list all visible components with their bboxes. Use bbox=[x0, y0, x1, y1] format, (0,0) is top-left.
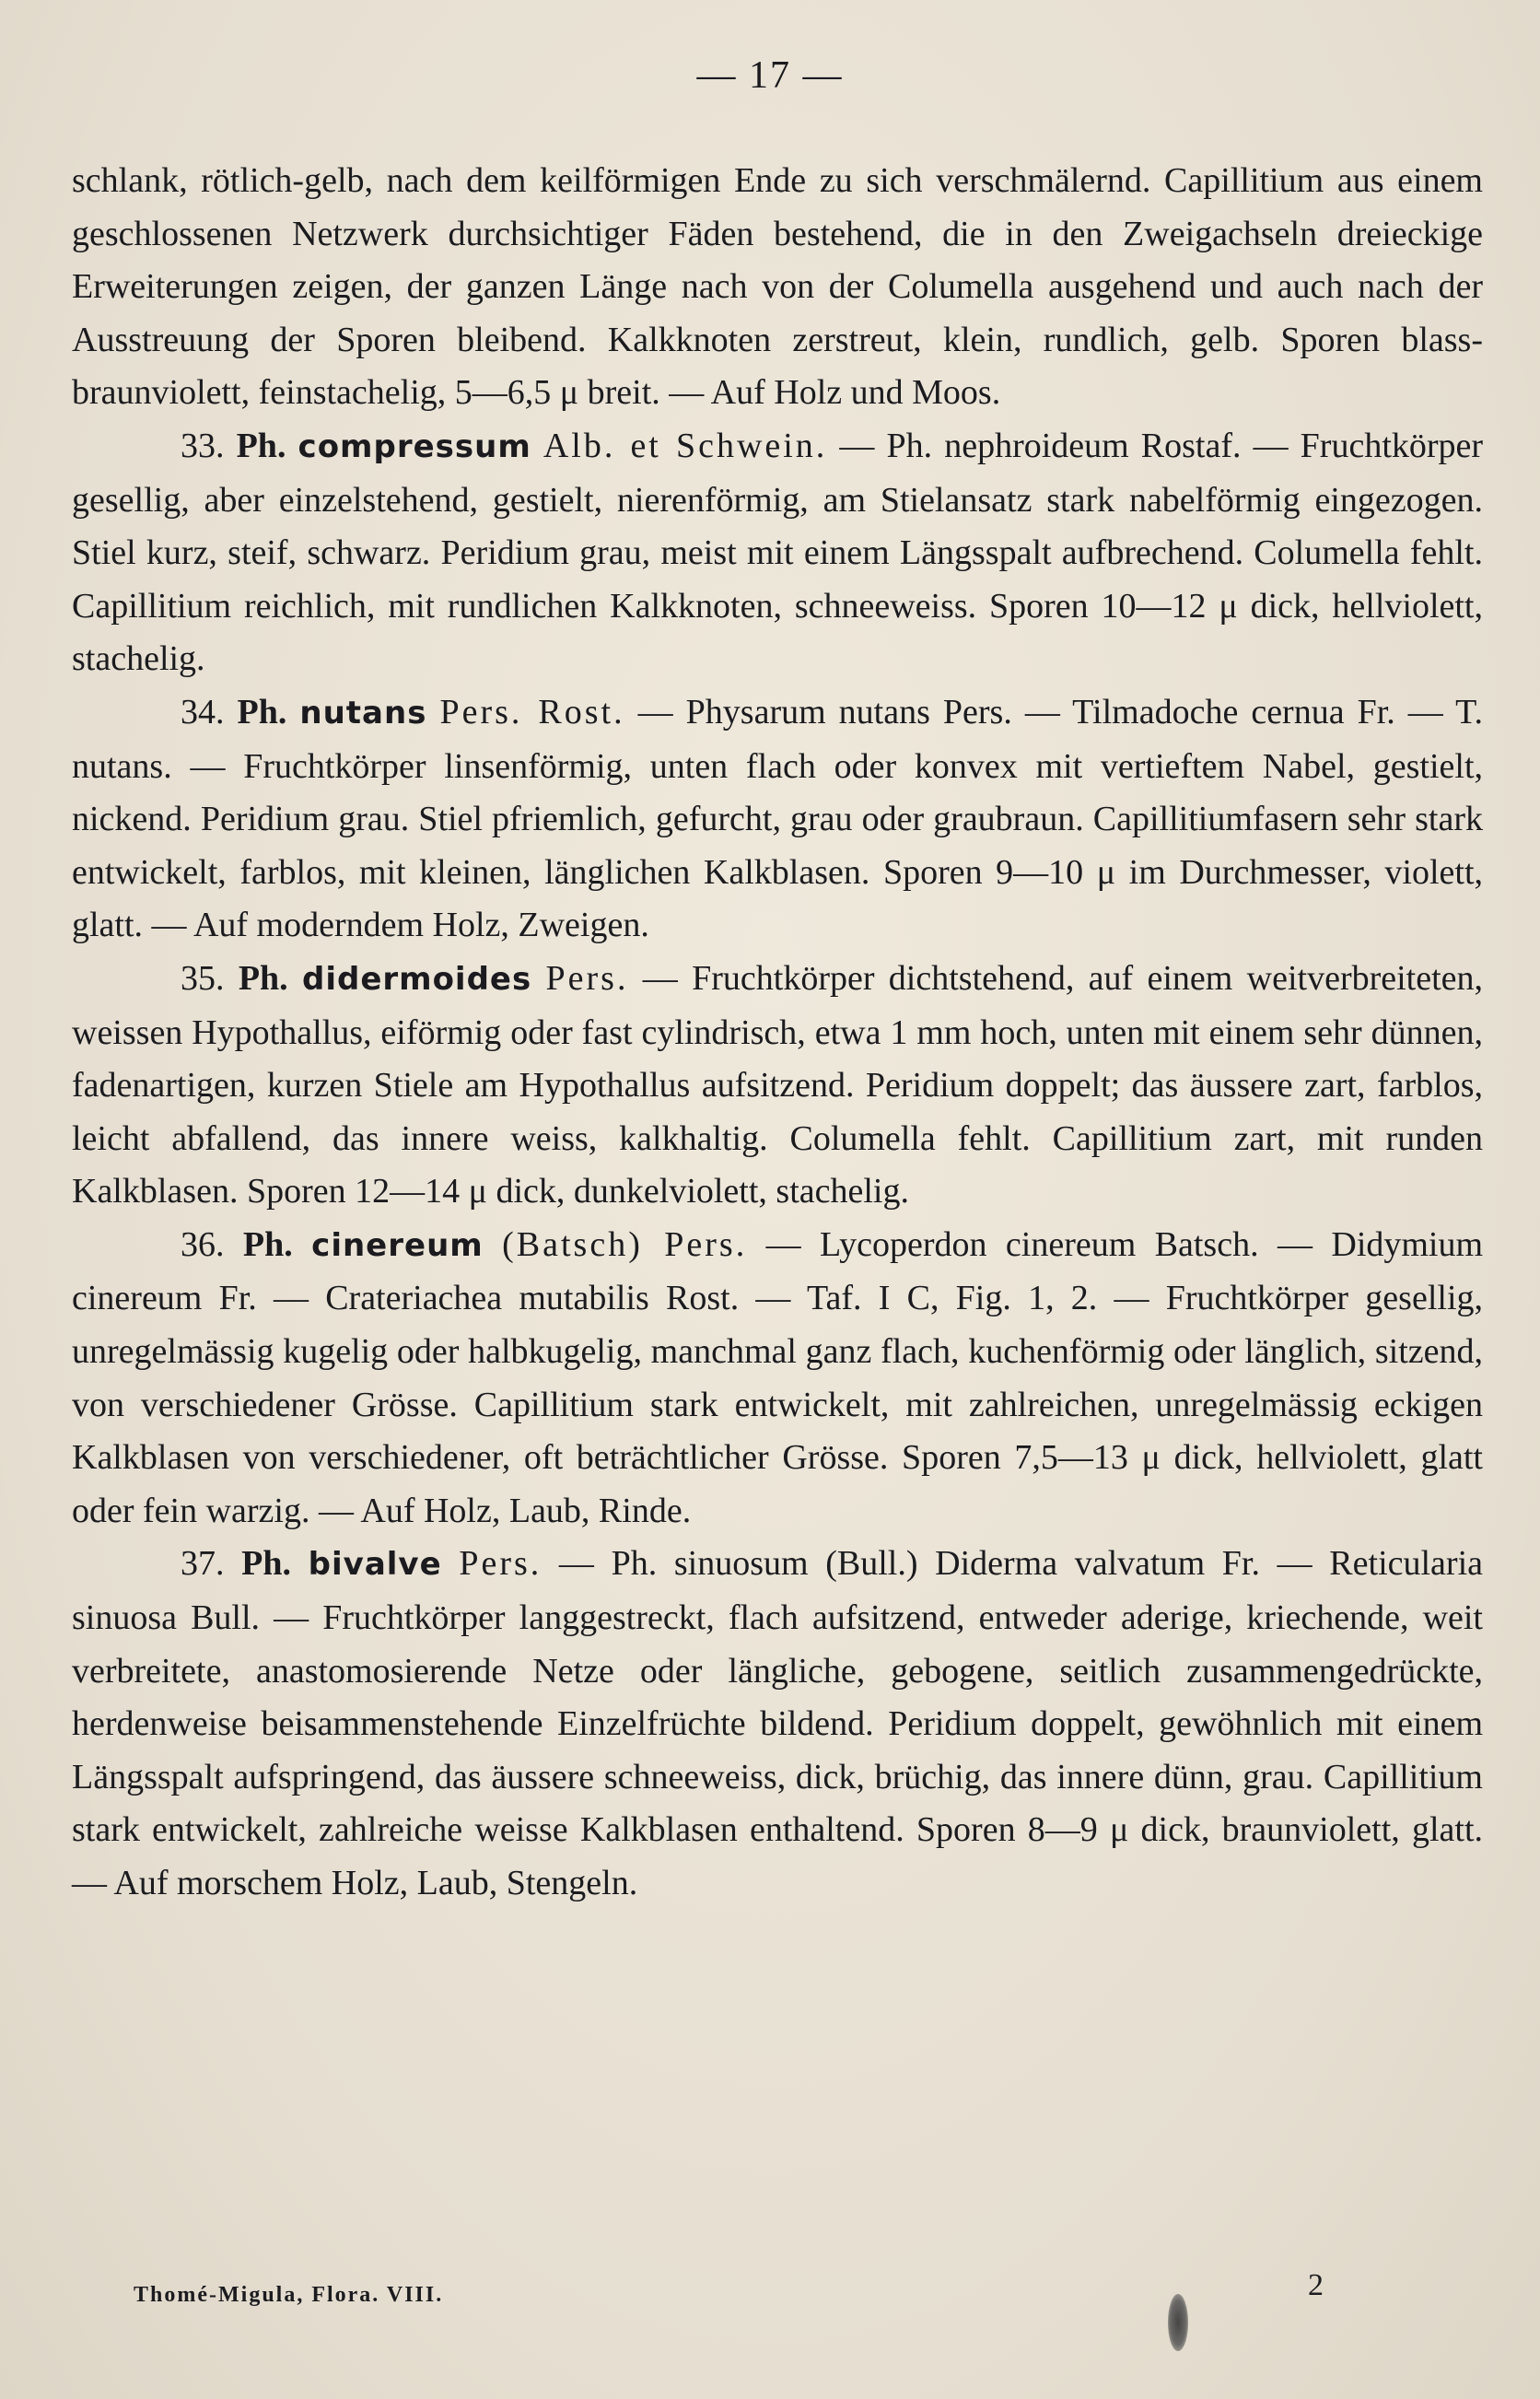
entry-species: didermoides bbox=[301, 960, 532, 998]
entry-37 bbox=[72, 1538, 1483, 1910]
entry-author: (Batsch) Pers. bbox=[502, 1224, 748, 1264]
entry-author: Alb. et Schwein. bbox=[542, 426, 828, 465]
entry-author: Pers. bbox=[545, 958, 629, 998]
entry-number: 37. bbox=[181, 1544, 225, 1584]
entry-text: — Ph. sinuosum (Bull.) Diderma valvatum Fr. — Reticularia sinuosa Bull. — Fruchtkörper langgestreckt, flach aufsitzend, entweder aderige, kriechende, weit verbreitete, anastomosierende Netze oder längliche, gebogene, seitlich zusammengedrückte, herdenweise beisammenstehende Einzelfrüchte bildend. Peridium doppelt, gewöhnlich mit einem Längsspalt aufspringend, das äussere schneeweiss, dick, brüchig, das innere dünn, grau. Capillitium stark entwickelt, zahlreiche weisse Kalkblasen enthaltend. Sporen 8—9 μ dick, braunviolett, glatt. — Auf morschem Holz, Laub, Stengeln. bbox=[72, 1544, 1483, 1902]
entry-34 bbox=[72, 686, 1483, 953]
entry-number: 35. bbox=[181, 958, 225, 998]
paragraph-continuation bbox=[72, 155, 1483, 420]
entry-text: — Ph. nephroideum Rostaf. — Fruchtkörper gesellig, aber einzelstehend, gestielt, nierenförmig, am Stielansatz stark nabelförmig eingezogen. Stiel kurz, steif, schwarz. Peridium grau, meist mit einem Längsspalt aufbrechend. Columella fehlt. Capillitium reichlich, mit rundlichen Kalkknoten, schneeweiss. Sporen 10—12 μ dick, hellviolett, stachelig. bbox=[72, 426, 1484, 679]
page-number: — 17 — bbox=[696, 54, 844, 97]
entry-species: cinereum bbox=[311, 1226, 484, 1264]
entry-text: — Fruchtkörper dichtstehend, auf einem weitverbreiteten, weissen Hypothallus, eiförmig oder fast cylindrisch, etwa 1 mm hoch, unten mit einem sehr dünnen, fadenartigen, kurzen Stiele am Hypothallus aufsitzend. Peridium doppelt; das äussere zart, farblos, leicht abfallend, das innere weiss, kalkhaltig. Columella fehlt. Capillitium zart, mit runden Kalkblasen. Sporen 12—14 μ dick, dunkelviolett, stachelig. bbox=[72, 958, 1484, 1211]
entry-text: — Lycoperdon cinereum Batsch. — Didymium cinereum Fr. — Crateriachea mutabilis Rost. — Taf. I C, Fig. 1, 2. — Fruchtkörper gesellig, unregelmässig kugelig oder halbkugelig, manchmal ganz flach, kuchenförmig oder länglich, sitzend, von verschiedener Grösse. Capillitium stark entwickelt, mit zahlreichen, unregelmässig eckigen Kalkblasen von verschiedener, oft beträchtlicher Grösse. Sporen 7,5—13 μ dick, hellviolett, glatt oder fein warzig. — Auf Holz, Laub, Rinde. bbox=[72, 1224, 1484, 1530]
entry-number: 33. bbox=[181, 426, 225, 465]
entry-genus: Ph. bbox=[237, 692, 287, 731]
entry-genus: Ph. bbox=[242, 1224, 293, 1264]
entry-species: nutans bbox=[299, 694, 427, 731]
body-text bbox=[72, 155, 1483, 1911]
entry-genus: Ph. bbox=[236, 426, 286, 465]
footer-signature-mark: 2 bbox=[1308, 2268, 1324, 2302]
entry-35 bbox=[72, 953, 1483, 1219]
entry-author: Pers. Rost. bbox=[439, 692, 625, 731]
entry-33 bbox=[72, 420, 1483, 686]
ink-smudge bbox=[1168, 2294, 1188, 2351]
entry-genus: Ph. bbox=[238, 958, 288, 998]
paragraph-text: schlank, rötlich-gelb, nach dem keilförmigen Ende zu sich verschmälernd. Capillitium aus einem geschlossenen Netzwerk durchsichtiger Fäden bestehend, die in den Zweigachseln dreieckige Erweiterungen zeigen, der ganzen Länge nach von der Columella ausgehend und auch nach der Ausstreuung der Sporen bleibend. Kalkknoten zerstreut, klein, rundlich, gelb. Sporen blass-braunviolett, feinstachelig, 5—6,5 μ breit. — Auf Holz und Moos. bbox=[72, 161, 1483, 413]
entry-number: 34. bbox=[181, 692, 225, 731]
entry-number: 36. bbox=[181, 1224, 225, 1264]
entry-author: Pers. bbox=[459, 1544, 542, 1584]
entry-genus: Ph. bbox=[241, 1544, 292, 1584]
entry-species: compressum bbox=[298, 427, 531, 465]
entry-species: bivalve bbox=[308, 1546, 442, 1584]
entry-text: — Physarum nutans Pers. — Tilmadoche cernua Fr. — T. nutans. — Fruchtkörper linsenförmig, unten flach oder konvex mit vertieftem Nabel, gestielt, nickend. Peridium grau. Stiel pfriemlich, gefurcht, grau oder graubraun. Capillitiumfasern sehr stark entwickelt, farblos, mit kleinen, länglichen Kalkblasen. Sporen 9—10 μ im Durchmesser, violett, glatt. — Auf moderndem Holz, Zweigen. bbox=[72, 692, 1484, 945]
footer-source: Thomé-Migula, Flora. VIII. bbox=[134, 2283, 444, 2307]
entry-36 bbox=[72, 1219, 1483, 1539]
